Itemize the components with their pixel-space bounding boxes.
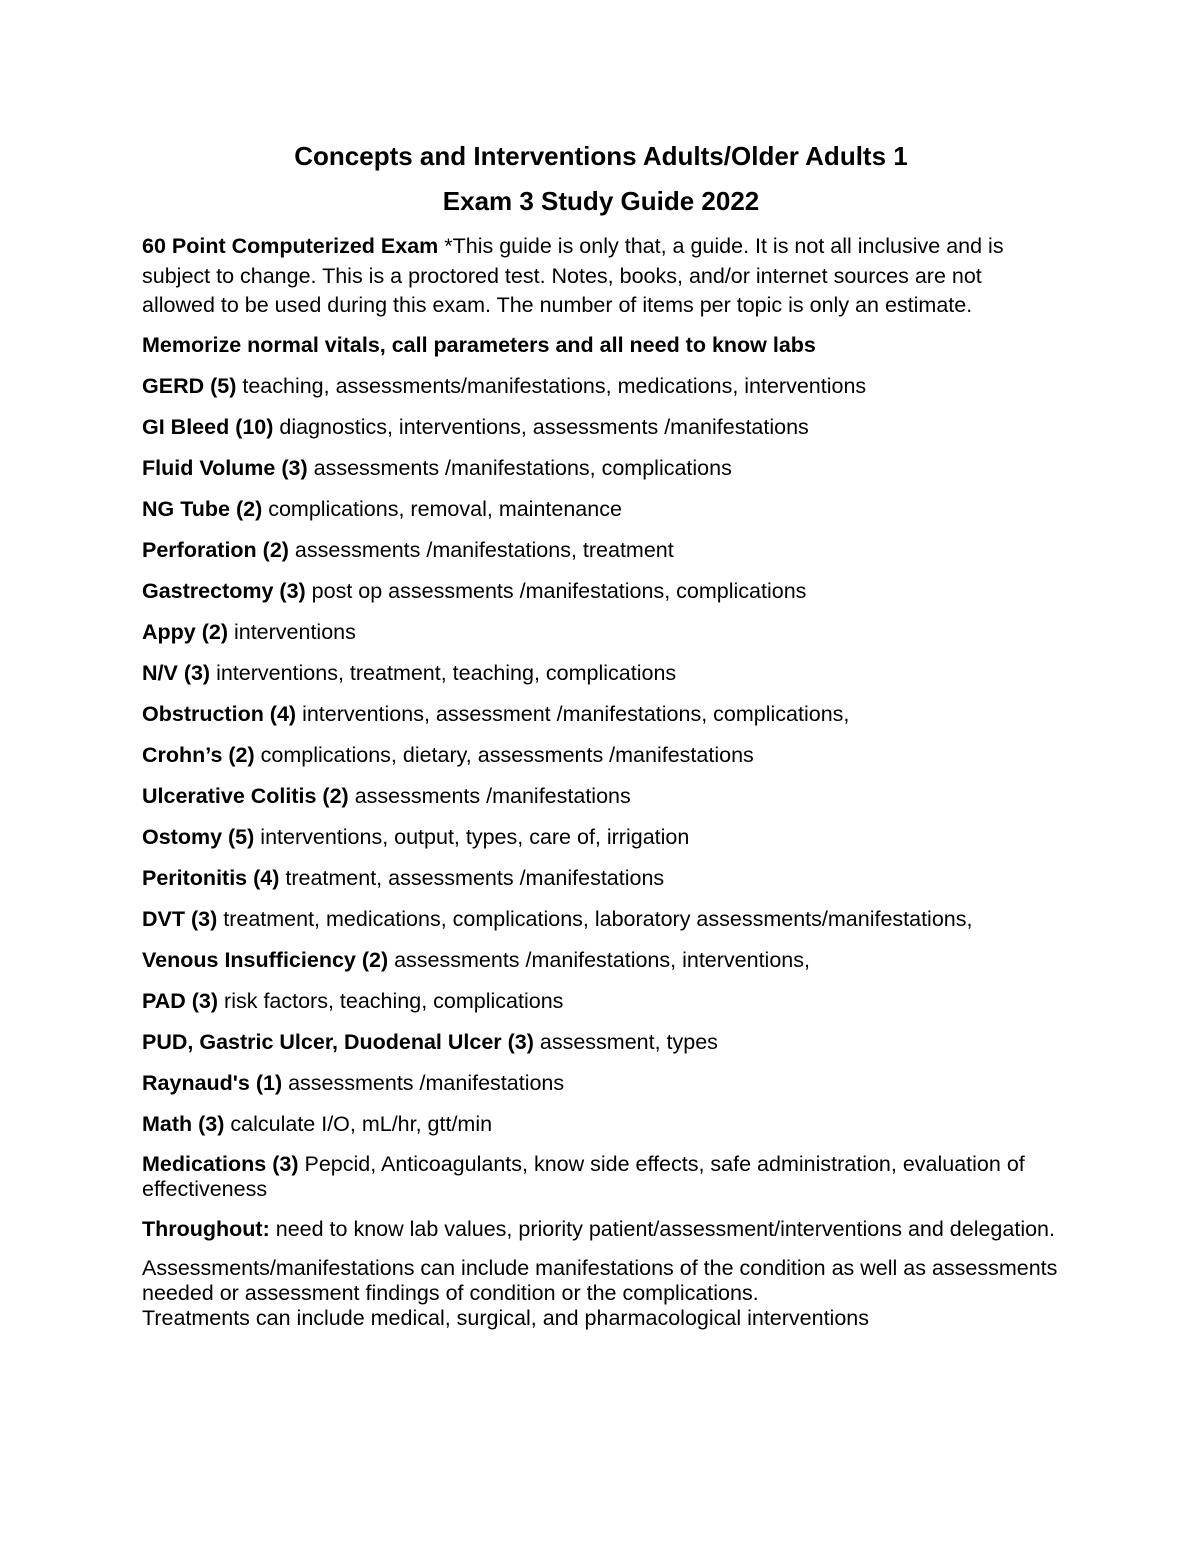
topic-detail: treatment, medications, complications, laboratory assessments/manifestations,	[217, 906, 973, 931]
topic-name: Ostomy (5)	[142, 824, 255, 849]
topic-item	[142, 947, 1060, 973]
topic-detail: interventions	[228, 619, 356, 644]
topic-name: Obstruction (4)	[142, 701, 297, 726]
topic-name: Fluid Volume (3)	[142, 455, 308, 480]
topic-item	[142, 865, 1060, 891]
closing-assessments-text: Assessments/manifestations can include manifestations of the condition as well as assessments needed or assessment findings of condition or the complications.	[142, 1255, 1058, 1305]
topic-name: Appy (2)	[142, 619, 228, 644]
topic-detail: complications, removal, maintenance	[262, 496, 622, 521]
topic-detail: post op assessments /manifestations, complications	[305, 578, 807, 603]
topic-item	[142, 373, 1060, 399]
topic-item	[142, 824, 1060, 850]
topic-detail: interventions, assessment /manifestations, complications,	[296, 701, 850, 726]
topic-item	[142, 701, 1060, 727]
intro-bold-label: 60 Point Computerized Exam	[142, 234, 439, 258]
topic-item	[142, 414, 1060, 440]
topic-item	[142, 1070, 1060, 1096]
topic-name: Medications (3)	[142, 1151, 299, 1176]
topic-item	[142, 619, 1060, 645]
topic-detail: Pepcid, Anticoagulants, know side effects, safe administration, evaluation of effectiveness	[142, 1151, 1025, 1201]
topic-detail: assessment, types	[533, 1029, 718, 1054]
document-title: Concepts and Interventions Adults/Older Adults 1	[294, 141, 908, 171]
document-subtitle: Exam 3 Study Guide 2022	[442, 186, 760, 216]
topic-item	[142, 660, 1060, 686]
intro-text: *This guide is only that, a guide. It is not all inclusive and is subject to change. This is a proctored test. Notes, books, and/or internet sources are not allowed to be used during this exam. The number of items per topic is only an estimate.	[142, 234, 1004, 317]
topic-name: Ulcerative Colitis (2)	[142, 783, 349, 808]
topic-detail: need to know lab values, priority patient/assessment/interventions and delegation.	[269, 1216, 1055, 1241]
topic-item	[142, 988, 1060, 1014]
topic-item	[142, 1029, 1060, 1055]
closing-treatments-text: Treatments can include medical, surgical, and pharmacological interventions	[142, 1305, 869, 1330]
topic-detail: risk factors, teaching, complications	[218, 988, 564, 1013]
topic-item	[142, 1152, 1060, 1202]
topic-item	[142, 1217, 1060, 1242]
topic-detail: complications, dietary, assessments /manifestations	[254, 742, 754, 767]
topic-detail: teaching, assessments/manifestations, medications, interventions	[236, 373, 867, 398]
topic-name: Raynaud's (1)	[142, 1070, 283, 1095]
topic-detail: assessments /manifestations	[348, 783, 631, 808]
topic-detail: interventions, output, types, care of, irrigation	[254, 824, 690, 849]
topic-item	[142, 742, 1060, 768]
topic-name: GERD (5)	[142, 373, 237, 398]
topic-item	[142, 537, 1060, 563]
memorize-note: Memorize normal vitals, call parameters and all need to know labs	[142, 332, 816, 357]
topic-item	[142, 906, 1060, 932]
topic-item	[142, 1111, 1060, 1137]
topic-name: PUD, Gastric Ulcer, Duodenal Ulcer (3)	[142, 1029, 534, 1054]
closing-note	[142, 1256, 1060, 1331]
topic-name: Peritonitis (4)	[142, 865, 280, 890]
topic-name: Perforation (2)	[142, 537, 289, 562]
topic-item	[142, 783, 1060, 809]
topic-name: Crohn’s (2)	[142, 742, 255, 767]
topic-item	[142, 496, 1060, 522]
topic-name: PAD (3)	[142, 988, 219, 1013]
topic-item	[142, 455, 1060, 481]
topic-name: NG Tube (2)	[142, 496, 263, 521]
intro-paragraph	[142, 232, 1060, 321]
topic-detail: assessments /manifestations	[282, 1070, 565, 1095]
topic-name: Throughout:	[142, 1216, 270, 1241]
topic-detail: interventions, treatment, teaching, complications	[210, 660, 677, 685]
topic-detail: assessments /manifestations, interventions,	[388, 947, 810, 972]
topic-name: DVT (3)	[142, 906, 218, 931]
topic-detail: diagnostics, interventions, assessments /manifestations	[273, 414, 809, 439]
topic-detail: assessments /manifestations, complications	[307, 455, 732, 480]
topic-name: Math (3)	[142, 1111, 225, 1136]
topic-detail: treatment, assessments /manifestations	[279, 865, 665, 890]
topic-detail: calculate I/O, mL/hr, gtt/min	[224, 1111, 493, 1136]
topic-name: N/V (3)	[142, 660, 211, 685]
topic-item	[142, 578, 1060, 604]
topic-name: Gastrectomy (3)	[142, 578, 306, 603]
topic-name: Venous Insufficiency (2)	[142, 947, 389, 972]
topic-detail: assessments /manifestations, treatment	[288, 537, 674, 562]
topic-list	[142, 373, 1060, 1242]
topic-name: GI Bleed (10)	[142, 414, 274, 439]
